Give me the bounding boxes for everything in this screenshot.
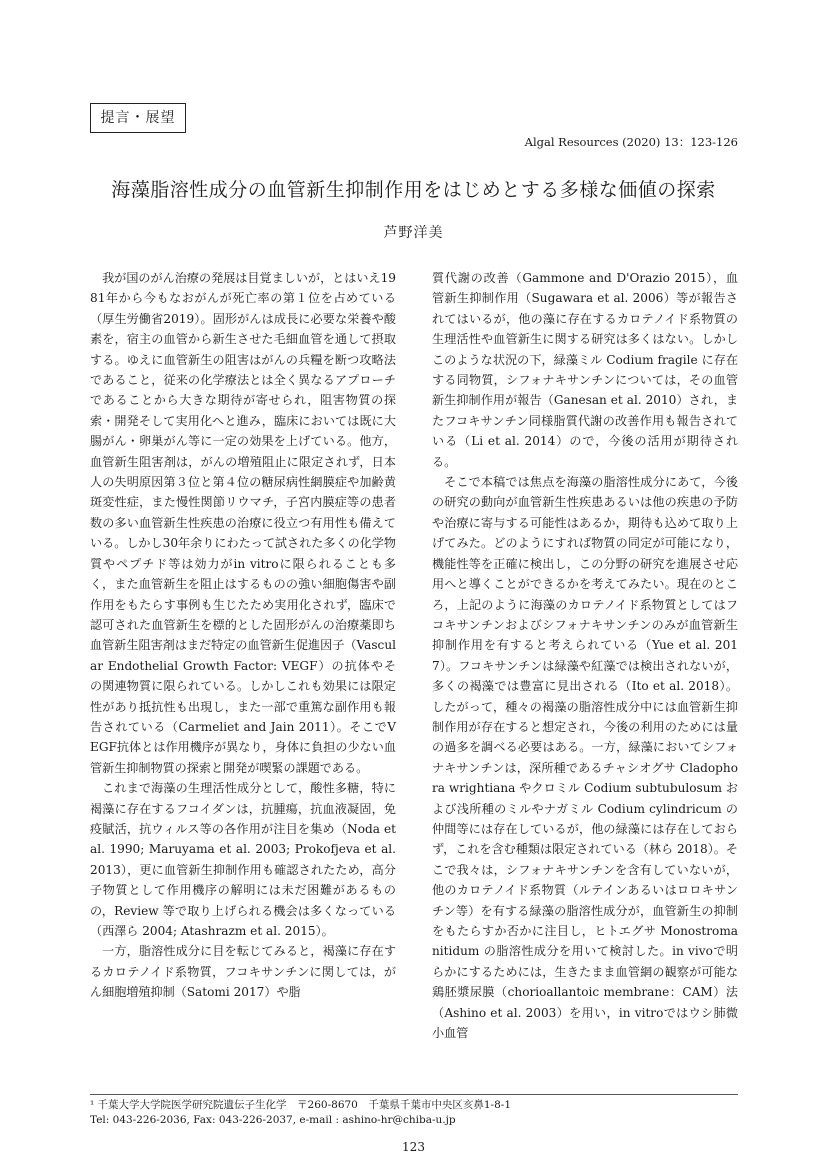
article-category-box	[90, 103, 186, 133]
article-category: 提言・展望	[100, 110, 176, 126]
body-paragraph: 質代謝の改善（Gammone and D'Orazio 2015），血管新生抑制作用（Sugawara et al. 2006）等が報告されてはいるが，他の藻に存在するカロテノイド系物質の生理活性や血管新生に関する研究は多くはない。しかしこのような状況の下，緑藻ミル Codium fragile に存在する同物質，シフォナキサンチンについては，その血管新生抑制作用が報告（Ganesan et al. 2010）され，またフコキサンチン同様脂質代謝の改善作用も報告されている（Li et al. 2014）ので，今後の活用が期待される。	[432, 271, 738, 469]
body-paragraph: 我が国のがん治療の発展は目覚ましいが，とはいえ1981年から今もなおがんが死亡率の第１位を占めている（厚生労働省2019）。固形がんは成長に必要な栄養や酸素を，宿主の血管から新生させた毛細血管を通して摂取する。ゆえに血管新生の阻害はがんの兵糧を断つ攻略法であること，従来の化学療法とは全く異なるアプローチであることから大きな期待が寄せられ，阻害物質の探索・開発そして実用化へと進み，臨床においては既に大腸がん・卵巣がん等に一定の効果を上げている。他方，血管新生阻害剤は，がんの増殖阻止に限定されず，日本人の失明原因第３位と第４位の糖尿病性網膜症や加齢黄斑変性症，また慢性関節リウマチ，子宮内膜症等の患者数の多い血管新生性疾患の治療に役立つ有用性も備えている。しかし30年余りにわたって試された多くの化学物質やペプチド等は効力がin vitroに限られることも多く，また血管新生を阻止はするものの強い細胞傷害や副作用をもたらす事例も生じたため実用化されず，臨床で認可された血管新生を標的とした固形がんの治療薬即ち血管新生阻害剤はまだ特定の血管新生促進因子（Vascular Endothelial Growth Factor: VEGF）の抗体やその関連物質に限られている。しかしこれも効果には限定性があり抵抗性も出現し，また一部で重篤な副作用も報告されている（Carmeliet and Jain 2011）。そこでVEGF抗体とは作用機序が異なり，身体に負担の少ない血管新生抑制物質の探索と開発が喫緊の課題である。	[90, 271, 396, 775]
body-paragraph: 一方，脂溶性成分に目を転じてみると，褐藻に存在するカロテノイド系物質，フコキサンチンに関しては，がん細胞増殖抑制（Satomi 2017）や脂	[90, 944, 396, 1000]
article-author: 芦野洋美	[383, 225, 444, 241]
footnote-contact: Tel: 043-226-2036, Fax: 043-226-2037, e-mail : ashino-hr@chiba-u.jp	[90, 1114, 456, 1126]
footnote	[90, 1098, 740, 1128]
body-column-right	[432, 268, 738, 1043]
footnote-divider	[90, 1094, 738, 1095]
page-number: 123	[402, 1140, 425, 1154]
body-paragraph: そこで本稿では焦点を海藻の脂溶性成分にあて，今後の研究の動向が血管新生性疾患あるいは他の疾患の予防や治療に寄与する可能性はあるか，期待も込めて取り上げてみた。どのようにすれば物質の同定が可能になり，機能性等を正確に検出し，この分野の研究を進展させ応用へと導くことができるかを考えてみたい。現在のところ，上記のように海藻のカロテノイド系物質としてはフコキサンチンおよびシフォナキサンチンのみが血管新生抑制作用を有すると考えられている（Yue et al. 2017）。フコキサンチンは緑藻や紅藻では検出されないが，多くの褐藻では豊富に見出される（Ito et al. 2018）。したがって，種々の褐藻の脂溶性成分中には血管新生抑制作用が存在すると想定され，今後の利用のためには量の過多を調べる必要はある。一方，緑藻においてシフォナキサンチンは，深所種であるチャシオグサ Cladophora wrightiana やクロミル Codium subtubulosum および浅所種のミルやナガミル Codium cylindricum の仲間等には存在しているが，他の緑藻には存在しておらず，これを含む種類は限定されている（林ら 2018）。そこで我々は，シフォナキサンチンを含有していないが，他のカロテノイド系物質（ルテインあるいはロロキサンチン等）を有する緑藻の脂溶性成分が，血管新生の抑制をもたらすか否かに注目し，ヒトエグサ Monostroma nitidum の脂溶性成分を用いて検討した。in vivoで明らかにするためには，生きたまま血管網の観察が可能な鶏胚漿尿膜（chorioallantoic membrane：CAM）法（Ashino et al. 2003）を用い，in vitroではウシ肺微小血管	[432, 475, 738, 1041]
body-column-left	[90, 268, 396, 1003]
article-title: 海藻脂溶性成分の血管新生抑制作用をはじめとする多様な価値の探索	[111, 179, 716, 201]
body-paragraph: これまで海藻の生理活性成分として，酸性多糖，特に褐藻に存在するフコイダンは，抗腫瘍，抗血液凝固，免疫賦活，抗ウィルス等の各作用が注目を集め（Noda et al. 1990; Maruyama et al. 2003; Prokofjeva et al. 2013），更に血管新生抑制作用も確認されたため，高分子物質として作用機序の解明には未だ困難があるものの，Review 等で取り上げられる機会は多くなっている（西澤ら 2004; Atashrazm et al. 2015）。	[90, 781, 396, 938]
journal-citation: Algal Resources (2020) 13：123-126	[524, 135, 738, 149]
footnote-affiliation: ¹ 千葉大学大学院医学研究院遺伝子生化学 〒260-8670 千葉県千葉市中央区亥鼻1-8-1	[90, 1099, 511, 1111]
